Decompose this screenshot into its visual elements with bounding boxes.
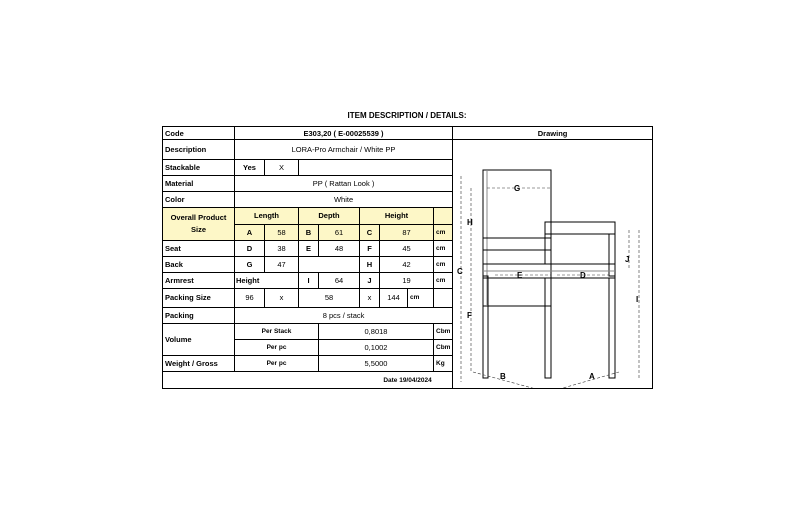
chair-armrest [545, 222, 615, 234]
stackable-mark: X [265, 160, 299, 176]
armrest-label: Armrest [163, 272, 235, 288]
armrest-unit: cm [434, 272, 453, 288]
weight-value: 5,5000 [319, 356, 434, 372]
value-e: 48 [319, 240, 360, 256]
description-label: Description [163, 140, 235, 160]
packing-size-v3: 144 [380, 288, 408, 307]
length-header: Length [235, 208, 299, 225]
packing-value: 8 pcs / stack [235, 307, 453, 323]
dim-letter-e: E [517, 271, 523, 280]
letter-j: J [360, 272, 380, 288]
letter-g: G [235, 256, 265, 272]
dim-letter-c: C [457, 267, 463, 276]
dim-letter-a: A [589, 372, 595, 381]
drawing-cell [453, 140, 653, 389]
dim-letter-h: H [467, 218, 473, 227]
stackable-yes: Yes [235, 160, 265, 176]
volume-unit-pc: Cbm [434, 340, 453, 356]
letter-b: B [299, 224, 319, 240]
chair-drawing [453, 140, 653, 388]
armrest-height-label: Height [235, 272, 299, 288]
height-header: Height [360, 208, 434, 225]
value-b: 61 [319, 224, 360, 240]
letter-d: D [235, 240, 265, 256]
weight-unit: Kg [434, 356, 453, 372]
seat-unit: cm [434, 240, 453, 256]
volume-per-stack-value: 0,8018 [319, 323, 434, 340]
value-f: 45 [380, 240, 434, 256]
back-unit: cm [434, 256, 453, 272]
value-c: 87 [380, 224, 434, 240]
value-h: 42 [380, 256, 434, 272]
color-value: White [235, 192, 453, 208]
letter-c: C [360, 224, 380, 240]
drawing-label: Drawing [453, 127, 653, 140]
dim-letter-i: I [636, 295, 639, 304]
packing-size-unit: cm [408, 288, 434, 307]
document-title: ITEM DESCRIPTION / DETAILS: [347, 111, 467, 120]
packing-label: Packing [163, 307, 235, 323]
code-label: Code [163, 127, 235, 140]
dim-letter-b: B [500, 372, 506, 381]
dim-letter-g: G [514, 184, 521, 193]
value-g: 47 [265, 256, 299, 272]
material-label: Material [163, 176, 235, 192]
letter-a: A [235, 224, 265, 240]
value-a: 58 [265, 224, 299, 240]
document-date: Date 19/04/2024 [163, 372, 653, 389]
letter-i: I [299, 272, 319, 288]
dim-letter-f: F [467, 311, 472, 320]
packing-size-v1: 96 [235, 288, 265, 307]
volume-per-pc-label: Per pc [235, 340, 319, 356]
weight-per-pc-label: Per pc [235, 356, 319, 372]
back-label: Back [163, 256, 235, 272]
description-value: LORA-Pro Armchair / White PP [235, 140, 453, 160]
packing-size-label: Packing Size [163, 288, 235, 307]
seat-label: Seat [163, 240, 235, 256]
weight-label: Weight / Gross [163, 356, 235, 372]
volume-unit-stack: Cbm [434, 323, 453, 340]
letter-f: F [360, 240, 380, 256]
material-value: PP ( Rattan Look ) [235, 176, 453, 192]
spec-table [162, 126, 653, 389]
packing-size-x2: x [360, 288, 380, 307]
volume-per-pc-value: 0,1002 [319, 340, 434, 356]
value-j: 19 [380, 272, 434, 288]
volume-label: Volume [163, 323, 235, 356]
letter-e: E [299, 240, 319, 256]
dim-letter-d: D [580, 271, 586, 280]
letter-h: H [360, 256, 380, 272]
dim-letter-j: J [625, 255, 630, 264]
packing-size-x1: x [265, 288, 299, 307]
overall-unit: cm [434, 224, 453, 240]
depth-header: Depth [299, 208, 360, 225]
value-i: 64 [319, 272, 360, 288]
code-value: E303,20 ( E-00025539 ) [235, 127, 453, 140]
value-d: 38 [265, 240, 299, 256]
overall-size-label: Overall Product Size [163, 208, 235, 241]
stackable-label: Stackable [163, 160, 235, 176]
volume-per-stack-label: Per Stack [235, 323, 319, 340]
packing-size-v2: 58 [299, 288, 360, 307]
color-label: Color [163, 192, 235, 208]
